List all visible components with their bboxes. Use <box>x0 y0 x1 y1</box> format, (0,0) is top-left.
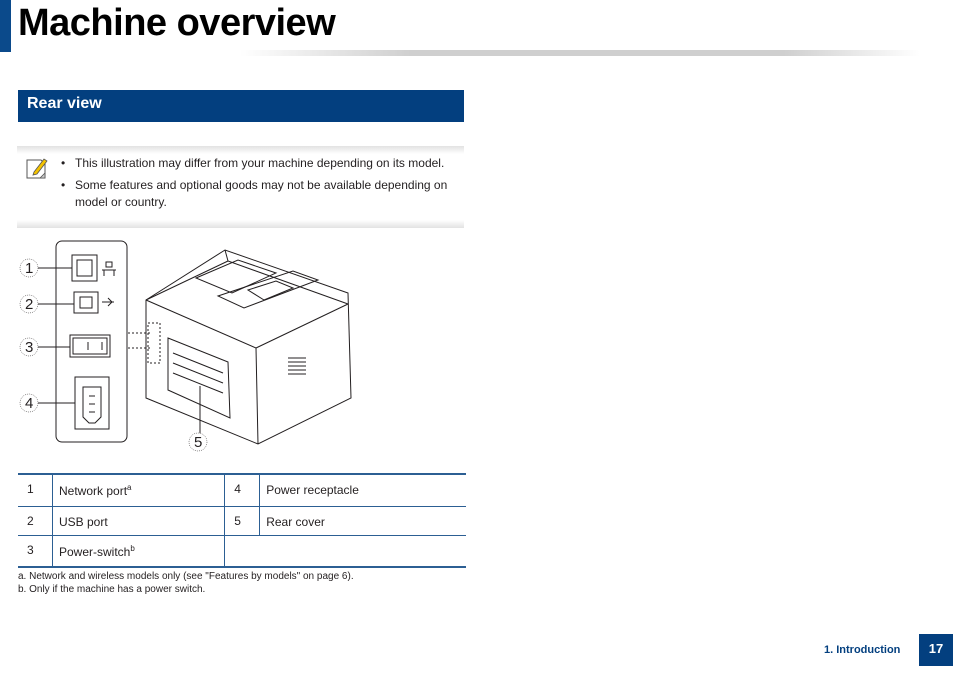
part-label: USB port <box>53 507 225 536</box>
pencil-note-icon <box>25 157 49 186</box>
part-label: Power receptacle <box>260 474 466 507</box>
section-title: Rear view <box>27 95 102 112</box>
note-item: • This illustration may differ from your machine depending on its model. <box>61 155 461 172</box>
callout-4: 4 <box>25 395 34 412</box>
callout-2: 2 <box>25 296 34 313</box>
page-title: Machine overview <box>18 2 336 44</box>
callout-1: 1 <box>25 260 34 277</box>
rear-view-illustration <box>18 238 363 458</box>
note-box <box>17 146 464 228</box>
title-divider <box>240 50 920 56</box>
part-number <box>225 536 260 568</box>
part-label: Power-switch$^b$ <box>53 536 225 568</box>
table-row <box>18 474 466 507</box>
part-label: Rear cover <box>260 507 466 536</box>
note-item: • Some features and optional goods may not be available depending on model or country. <box>61 177 461 211</box>
page-number: 17 <box>919 634 953 666</box>
parts-table <box>18 473 466 568</box>
section-header <box>18 90 464 122</box>
part-number: 2 <box>18 507 53 536</box>
part-label: Network port$^a$ <box>53 474 225 507</box>
table-row <box>18 536 466 568</box>
footnote: a. Network and wireless models only (see "Features by models" on page 6). <box>18 571 354 582</box>
table-row <box>18 507 466 536</box>
part-number: 3 <box>18 536 53 568</box>
callout-5: 5 <box>194 434 203 451</box>
part-label <box>260 536 466 568</box>
footnote: b. Only if the machine has a power switch. <box>18 584 206 595</box>
left-accent-bar <box>0 0 11 52</box>
callout-3: 3 <box>25 339 34 356</box>
footnotes <box>18 570 354 596</box>
note-list <box>61 155 461 216</box>
part-number: 4 <box>225 474 260 507</box>
part-number: 5 <box>225 507 260 536</box>
part-number: 1 <box>18 474 53 507</box>
footer-section-link[interactable]: 1. Introduction <box>824 644 901 656</box>
